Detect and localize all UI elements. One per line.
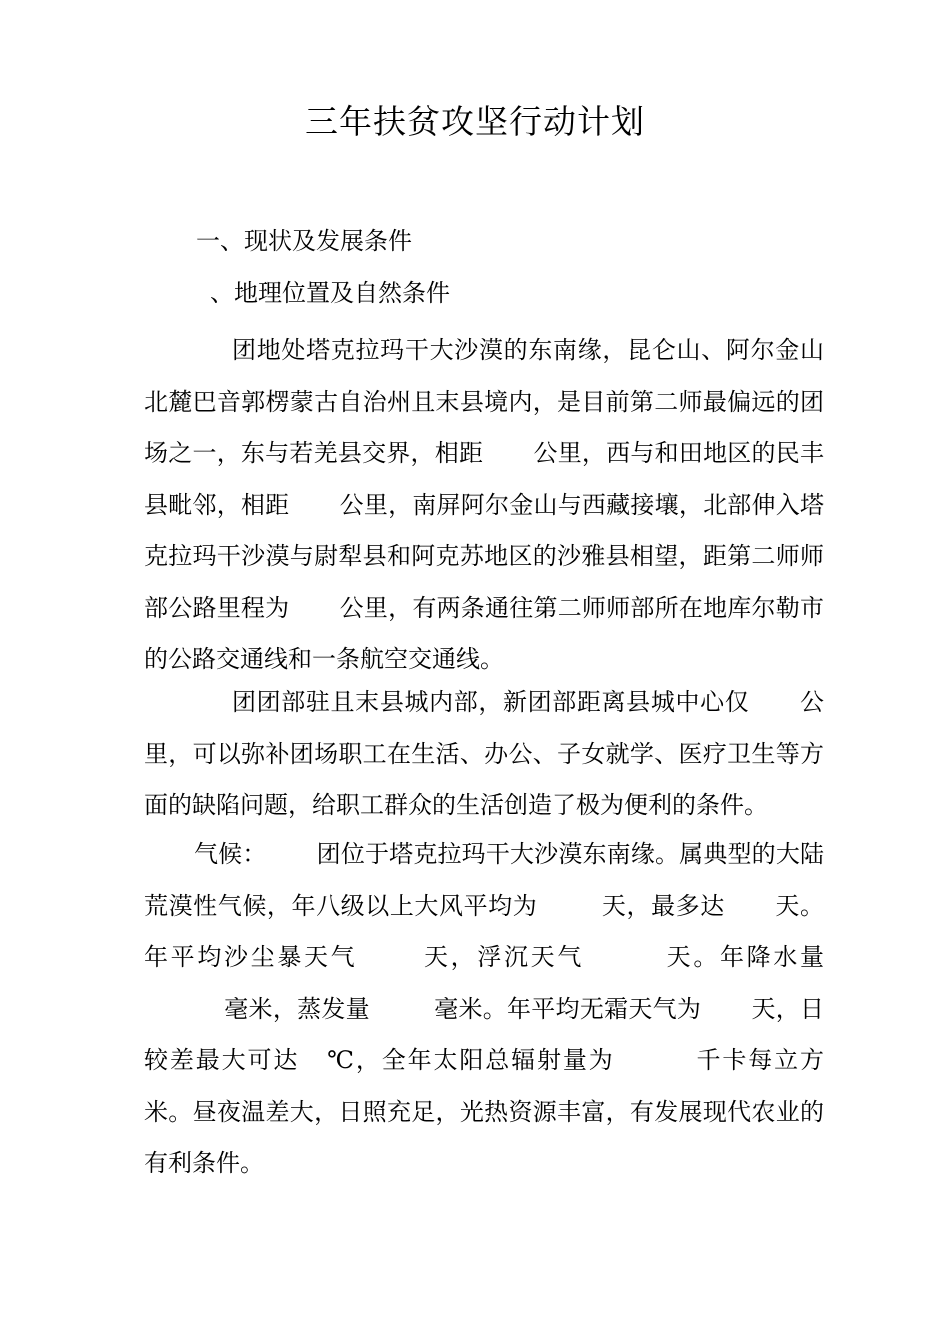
paragraph-text: 公里，西与和田地区的民丰县毗邻，相距 bbox=[144, 439, 825, 519]
paragraph-text: 公里，有两条通往第二师师部所在地库尔勒市的公路交通线和一条航空交通线。 bbox=[144, 593, 825, 673]
section-heading-2: 、地理位置及自然条件 bbox=[210, 279, 450, 307]
paragraph-text: 毫米，蒸发量 bbox=[224, 994, 370, 1023]
paragraph-text: 公里，可以弥补团场职工在生活、办公、子女就学、医疗卫生等方面的缺陷问题，给职工群众的生活创造了极为便利的条件。 bbox=[144, 688, 825, 819]
paragraph-text: 天，日较差最大可达 bbox=[144, 994, 825, 1074]
paragraph-text: 毫米。年平均无霜天气为 bbox=[433, 994, 702, 1023]
paragraph-text: 团地处塔克拉玛干大沙漠的东南缘，昆仑山、阿尔金山北麓巴音郭楞蒙古自治州且末县境内，是目前第二师最偏远的团场之一，东与若羌县交界，相距 bbox=[144, 336, 824, 467]
paragraph-text: 团位于塔克拉玛干大沙漠东南缘。属典型的大陆荒漠性气候，年八级以上大风平均为 bbox=[144, 840, 824, 920]
paragraph-text: 公里，南屏阿尔金山与西藏接壤，北部伸入塔克拉玛干沙漠与尉犁县和阿克苏地区的沙雅县相望，距第二师师部公路里程为 bbox=[144, 490, 825, 622]
paragraph-text: 气候： bbox=[194, 840, 267, 868]
section-heading-1: 一、现状及发展条件 bbox=[196, 227, 412, 255]
paragraph-text: 天，最多达 bbox=[601, 891, 725, 920]
paragraph-text: 天，浮沉天气 bbox=[421, 943, 585, 971]
paragraph-headquarters bbox=[144, 677, 824, 832]
paragraph-climate bbox=[144, 829, 824, 1190]
paragraph-text: 团团部驻且末县城内部，新团部距离县城中心仅 bbox=[232, 688, 750, 716]
paragraph-text: 天。年平均沙尘暴天气 bbox=[144, 891, 825, 971]
paragraph-text: 天。年降水量 bbox=[664, 943, 825, 971]
paragraph-geography bbox=[144, 325, 824, 686]
paragraph-text: ℃，全年太阳总辐射量为 bbox=[325, 1046, 615, 1074]
paragraph-text: 千卡每立方米。昼夜温差大，日照充足，光热资源丰富，有发展现代农业的有利条件。 bbox=[144, 1046, 825, 1177]
document-title: 三年扶贫攻坚行动计划 bbox=[305, 102, 645, 141]
